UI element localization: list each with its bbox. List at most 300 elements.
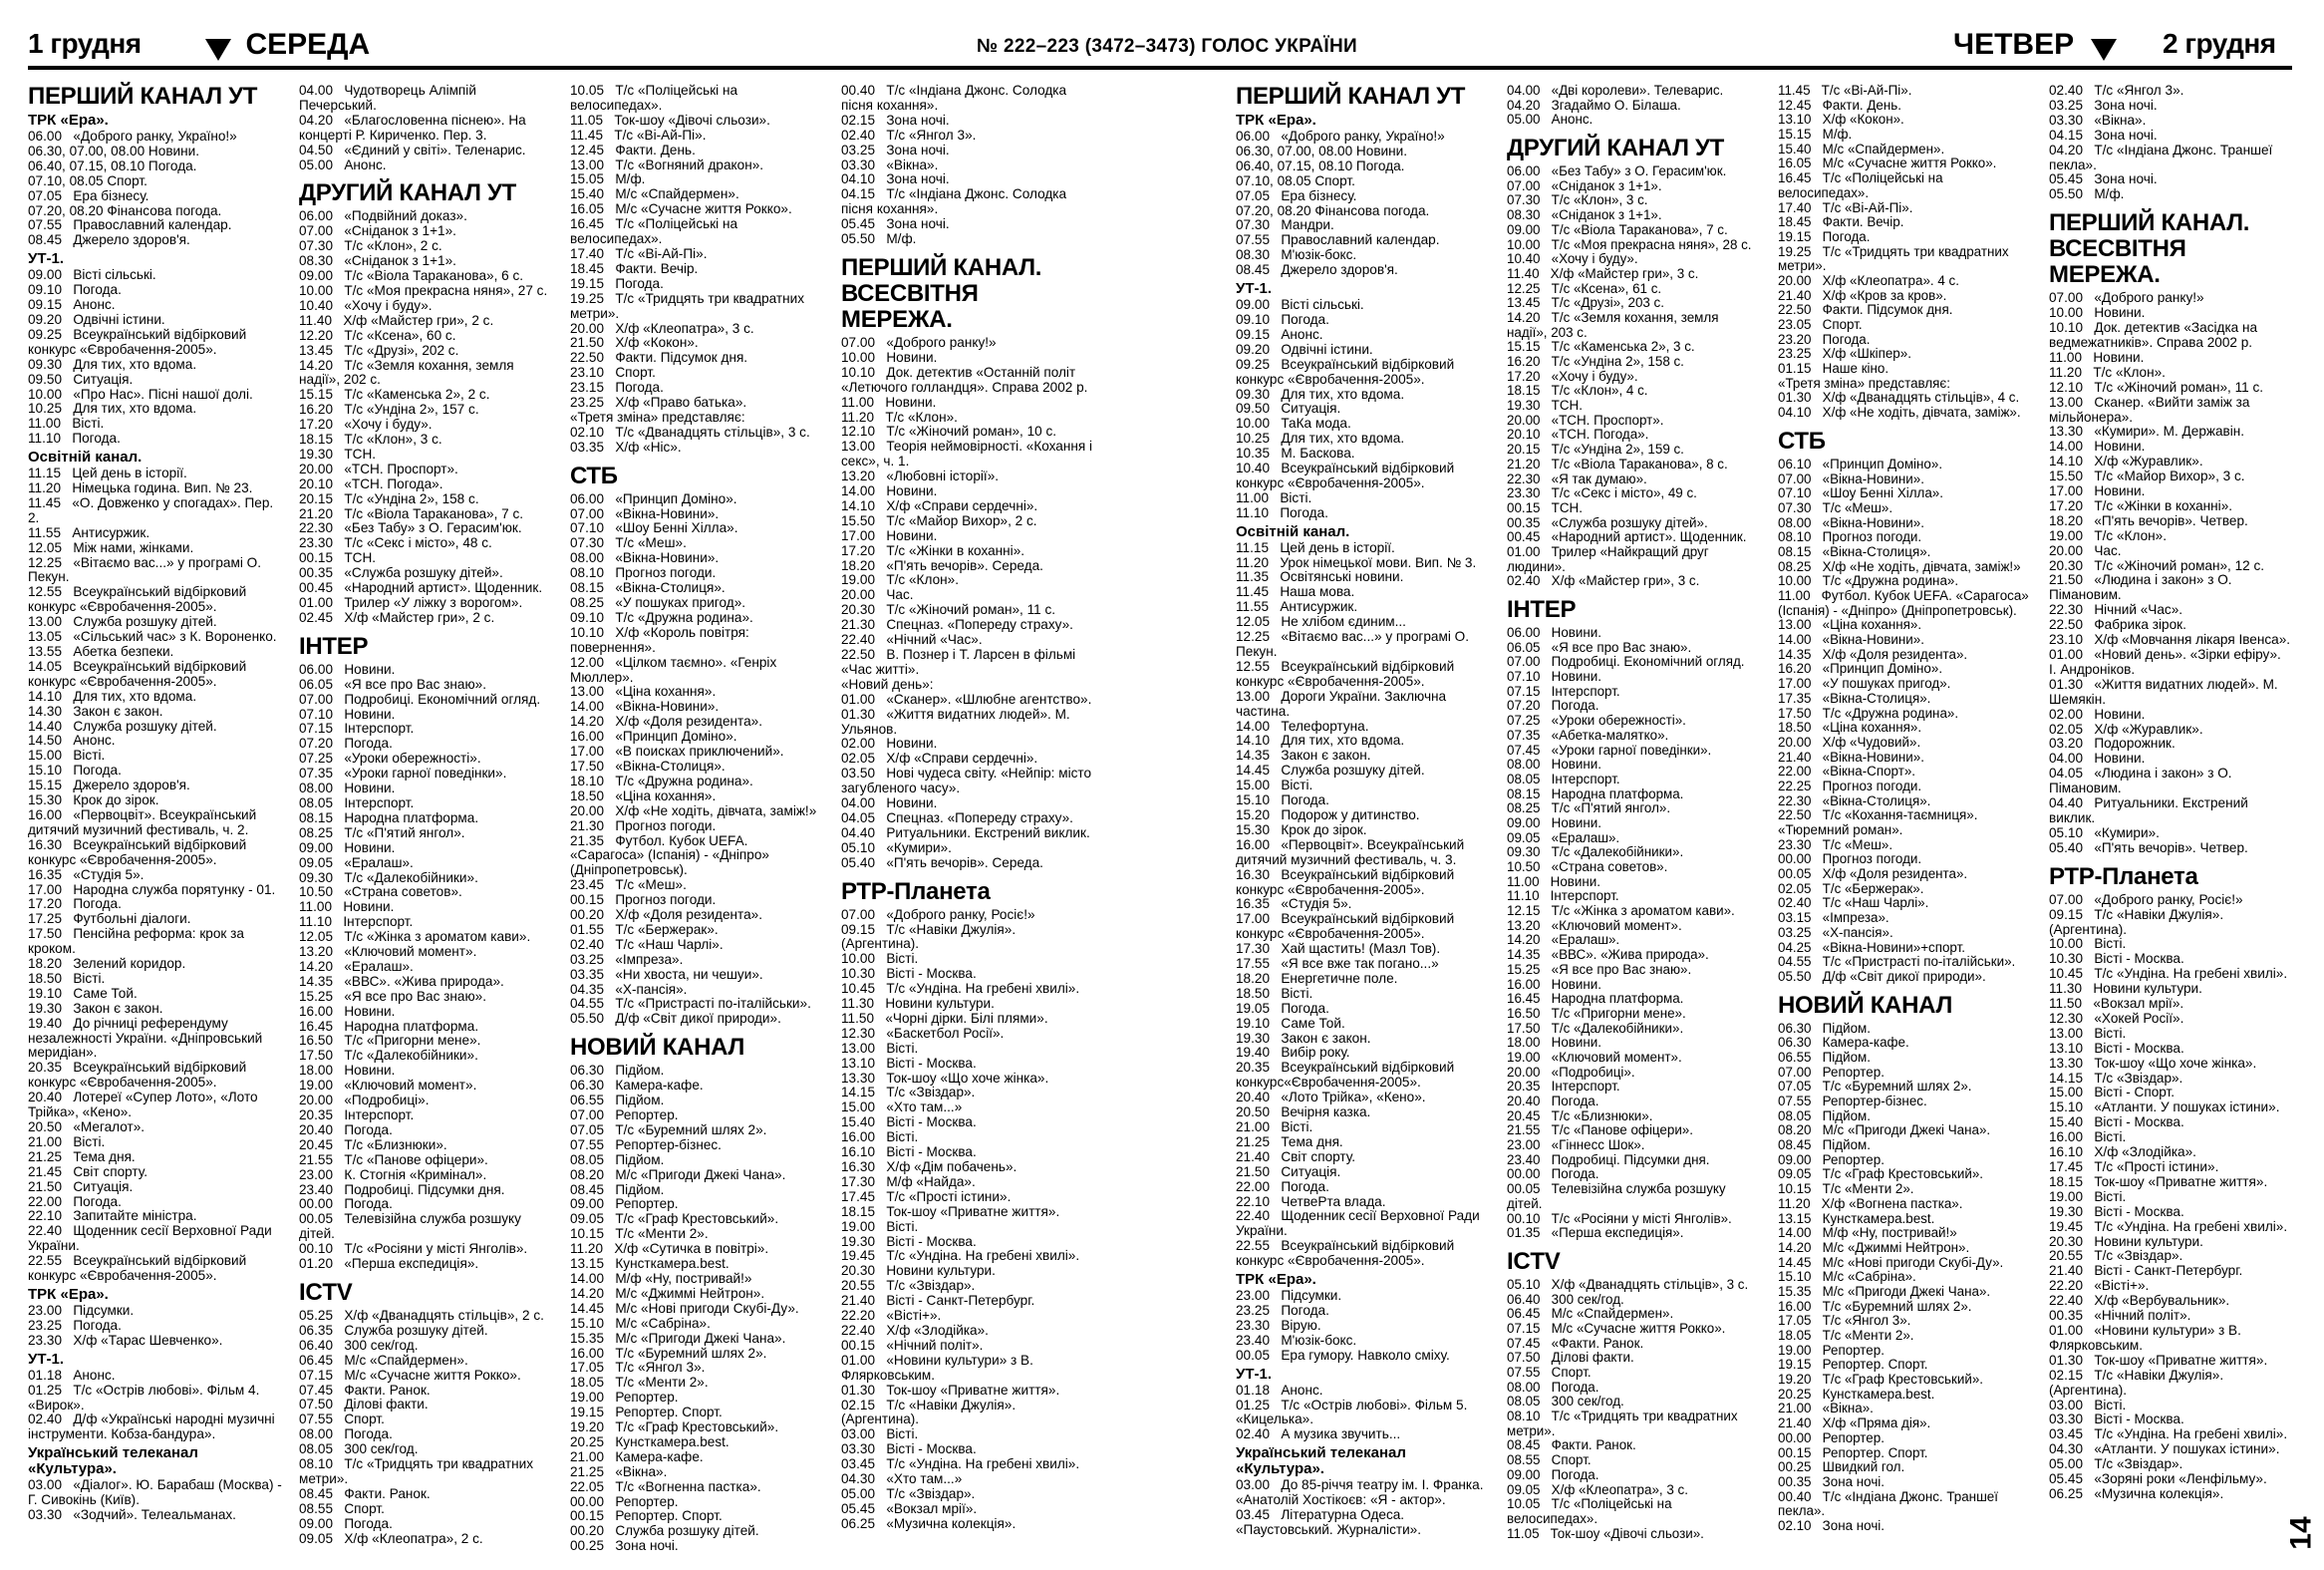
program-entry: 07.20, 08.20 Фінансова погода. <box>28 202 222 218</box>
program-entry: 11.20 Т/с «Клон». <box>841 409 958 425</box>
program-entry: 10.00 Вісті. <box>841 951 919 967</box>
program-entry: 06.30, 07.00, 08.00 Новини. <box>1236 143 1408 158</box>
program-entry: 08.55 Спорт. <box>1507 1452 1592 1468</box>
program-entry: 07.35 «Абетка-малятко». <box>1507 727 1669 743</box>
program-entry: 01.30 Х/ф «Дванадцять стільців», 4 с. <box>1778 390 2020 406</box>
program-entry: 18.45 Факти. Вечір. <box>1778 214 1904 230</box>
program-entry: 17.45 Т/с «Прості істини». <box>841 1188 1012 1204</box>
program-entry: 08.00 Погода. <box>299 1426 393 1442</box>
program-entry: 18.50 «Ціна кохання». <box>1778 720 1922 736</box>
program-entry: 08.45 Джерело здоров'я. <box>1236 262 1398 278</box>
program-entry: 06.40 300 сек/год. <box>1507 1291 1624 1307</box>
program-entry: 21.55 Т/с «Панове офіцери». <box>299 1151 488 1167</box>
program-entry: 21.50 «Людина і закон» з О. Пімановим. <box>2049 572 2236 603</box>
broadcaster-subheading: УТ-1. <box>1236 1365 1272 1383</box>
program-entry: 21.30 Прогноз погоди. <box>570 817 717 833</box>
program-entry: 21.40 Вісті - Санкт-Петербург. <box>2049 1263 2243 1279</box>
program-entry: 20.35 Всеукраїнський відбірковий конкурс«Євробачення-2005». <box>1236 1060 1458 1091</box>
program-entry: 23.45 Т/с «Меш». <box>570 877 687 893</box>
program-entry: 13.00 Сканер. «Вийти заміж за мільйонера». <box>2049 394 2254 425</box>
program-entry: 11.05 Ток-шоу «Дівочі сльози». <box>570 112 770 128</box>
program-entry: 10.45 Т/с «Ундіна. На гребені хвилі». <box>841 981 1080 997</box>
program-entry: 00.35 «Нічний політ». <box>2049 1308 2191 1324</box>
program-entry: 11.00 Новини. <box>841 394 937 410</box>
program-entry: 07.10 Новини. <box>1507 669 1601 685</box>
program-entry: 00.00 Репортер. <box>570 1493 679 1509</box>
program-entry: 09.25 Всеукраїнський відбірковий конкурс «Євробачення-2005». <box>28 326 250 357</box>
broadcaster-subheading: ТРК «Ера». <box>1236 1271 1316 1289</box>
program-entry: 10.45 Т/с «Ундіна. На гребені хвилі». <box>2049 966 2288 982</box>
program-entry: 11.20 Німецька година. Вип. № 23. <box>28 480 253 496</box>
program-entry: 20.15 Т/с «Ундіна 2», 159 с. <box>1507 442 1684 458</box>
program-entry: 12.45 Факти. День. <box>1778 97 1901 113</box>
broadcaster-subheading: ТРК «Ера». <box>1236 112 1316 129</box>
program-entry: 02.40 Т/с «Наш Чарлі». <box>1778 895 1929 911</box>
program-entry: 10.40 «Хочу і буду». <box>1507 251 1638 267</box>
program-entry: 09.00 Т/с «Віола Тараканова», 7 с. <box>1507 221 1728 237</box>
program-entry: 08.05 Підйом. <box>570 1151 665 1167</box>
program-entry: 16.30 Х/ф «Дім побачень». <box>841 1159 1017 1174</box>
program-entry: 05.10 «Кумири». <box>841 839 952 855</box>
program-entry: 14.00 «Вікна-Новини». <box>1778 632 1924 648</box>
program-entry: 19.30 ТСН. <box>299 446 377 462</box>
program-entry: 08.45 Підйом. <box>1778 1137 1871 1153</box>
column-8 <box>2049 84 2292 1502</box>
program-entry: 17.20 Т/с «Жінки в коханні». <box>2049 497 2233 513</box>
program-entry: 18.20 Зелений коридор. <box>28 956 186 972</box>
program-entry: 12.00 «Цілком таємно». «Генріх Мюллер». <box>570 654 781 685</box>
program-entry: 08.10 Прогноз погоди. <box>570 565 717 581</box>
program-entry: 01.30 «Життя видатних людей». М. Ульянов. <box>841 706 1074 737</box>
program-entry: 23.10 Х/ф «Мовчання лікаря Івенса». <box>2049 632 2291 648</box>
program-entry: 01.00 «Новини культури» з В. Флярковським. <box>2049 1322 2245 1353</box>
program-entry: 16.30 Всеукраїнський відбірковий конкурс «Євробачення-2005». <box>28 836 250 867</box>
program-entry: 09.30 Т/с «Далекобійники». <box>299 869 478 885</box>
program-entry: 07.05 Т/с «Буремний шлях 2». <box>1778 1079 1972 1095</box>
program-entry: 20.10 «ТСН. Погода». <box>299 475 443 491</box>
program-entry: 12.10 Т/с «Жіночий роман», 11 с. <box>2049 379 2264 395</box>
program-entry: 07.05 Т/с «Буремний шлях 2». <box>570 1121 767 1137</box>
channel-heading: СТБ <box>1778 427 1826 455</box>
program-entry: 13.00 Служба розшуку дітей. <box>28 614 217 630</box>
program-entry: 16.00 «Первоцвіт». Всеукраїнський дитячий музичний фестиваль, ч. 3. <box>1236 836 1469 867</box>
program-entry: 14.45 М/с «Нові пригоди Скубі-Ду». <box>570 1300 799 1316</box>
program-entry: 07.00 «Сніданок з 1+1». <box>299 223 456 239</box>
program-entry: 02.15 Т/с «Навіки Джулія». (Аргентина). <box>2049 1367 2227 1398</box>
program-entry: 07.00 «Сніданок з 1+1». <box>1507 177 1662 193</box>
program-entry: 20.55 Т/с «Звіздар». <box>841 1278 976 1294</box>
program-entry: 15.50 Т/с «Майор Вихор», 3 с. <box>2049 469 2245 484</box>
program-entry: 16.20 Т/с «Ундіна 2», 157 с. <box>299 402 479 418</box>
program-entry: 23.30 Т/с «Секс і місто», 49 с. <box>1507 485 1697 501</box>
program-entry: 11.00 Вісті. <box>1236 489 1312 505</box>
program-entry: «Третя зміна» представляє: <box>1778 375 1950 391</box>
program-entry: 23.25 Х/ф «Шкіпер». <box>1778 346 1911 362</box>
program-entry: 03.30 «Зодчий». Телеальманах. <box>28 1507 236 1523</box>
program-entry: 23.10 Спорт. <box>570 365 656 381</box>
program-entry: 04.55 Т/с «Пристрасті по-італійськи». <box>1778 954 2016 970</box>
program-entry: 03.30 Вісті - Москва. <box>2049 1412 2184 1427</box>
program-entry: 00.00 Репортер. <box>1778 1429 1885 1445</box>
program-entry: 09.15 Т/с «Навіки Джулія». (Аргентина). <box>2049 906 2227 937</box>
program-entry: 08.25 Х/ф «Не ходіть, дівчата, заміж!» <box>1778 558 2021 574</box>
program-entry: 02.15 Зона ночі. <box>841 112 950 128</box>
program-entry: 23.00 Підсумки. <box>28 1302 135 1318</box>
program-entry: 06.25 «Музична колекція». <box>841 1515 1017 1531</box>
program-entry: 05.45 «Зоряні роки «Ленфільму». <box>2049 1471 2267 1487</box>
program-entry: 11.20 Урок німецької мови. Вип. № 3. <box>1236 554 1477 570</box>
program-entry: 07.00 Подробиці. Економічний огляд. <box>1507 654 1745 670</box>
program-entry: 15.05 М/ф. <box>570 171 646 187</box>
program-entry: 00.15 ТСН. <box>299 550 377 566</box>
program-entry: 04.20 Т/с «Індіана Джонс. Траншеї пекла». <box>2049 142 2277 172</box>
program-entry: 00.15 Прогноз погоди. <box>570 892 717 908</box>
broadcaster-subheading: УТ-1. <box>28 1350 64 1368</box>
program-entry: 13.00 Теорія неймовірності. «Кохання і секс», ч. 1. <box>841 439 1096 470</box>
program-entry: 08.20 М/с «Пригоди Джекі Чана». <box>570 1166 786 1182</box>
program-entry: 13.15 Кунсткамера.best. <box>1778 1210 1935 1226</box>
program-entry: 07.20, 08.20 Фінансова погода. <box>1236 202 1430 218</box>
program-entry: 23.00 «Гіннесс Шок». <box>1507 1137 1645 1153</box>
program-entry: 07.00 «Доброго ранку, Росіє!» <box>2049 891 2243 907</box>
program-entry: 09.05 Х/ф «Клеопатра», 3 с. <box>1507 1481 1688 1497</box>
program-entry: 04.55 Т/с «Пристрасті по-італійськи». <box>570 996 811 1012</box>
program-entry: 06.45 М/с «Спайдермен». <box>1507 1306 1674 1322</box>
program-entry: 06.55 Підйом. <box>1778 1049 1871 1065</box>
program-entry: 00.35 «Служба розшуку дітей». <box>1507 514 1708 530</box>
program-entry: 16.45 Т/с «Поліцейські на велосипедах». <box>1778 170 1947 200</box>
program-entry: 00.25 Зона ночі. <box>570 1538 679 1554</box>
left-day: СЕРЕДА <box>245 28 371 61</box>
triangle-down-icon <box>2091 39 2117 61</box>
program-entry: 10.25 Для тих, хто вдома. <box>28 401 197 417</box>
program-entry: 07.45 Факти. Ранок. <box>299 1382 431 1398</box>
program-entry: 08.45 Джерело здоров'я. <box>28 232 190 248</box>
program-entry: 11.50 «Вокзал мрії». <box>2049 996 2184 1012</box>
program-entry: 16.00 Новини. <box>299 1003 396 1019</box>
program-entry: 18.00 Новини. <box>299 1063 396 1079</box>
program-entry: 17.50 Пенсійна реформа: крок за кроком. <box>28 926 248 957</box>
program-entry: 05.40 «П'ять вечорів». Четвер. <box>2049 839 2248 855</box>
program-entry: 06.05 «Я все про Вас знаю». <box>1507 639 1692 655</box>
program-entry: 08.20 М/с «Пригоди Джекі Чана». <box>1778 1122 1991 1138</box>
program-entry: 09.05 «Ералаш». <box>299 854 414 870</box>
program-entry: 13.00 Вісті. <box>2049 1025 2127 1041</box>
program-entry: 14.20 «Ералаш». <box>1507 932 1620 948</box>
program-entry: 14.30 Закон є закон. <box>28 703 163 719</box>
program-entry: 07.50 Ділові факти. <box>299 1397 429 1413</box>
program-entry: 07.55 Спорт. <box>299 1412 385 1427</box>
program-entry: 12.05 Не хлібом єдиним... <box>1236 614 1406 630</box>
program-entry: 21.40 Світ спорту. <box>1236 1148 1355 1164</box>
program-entry: 20.00 Х/ф «Клеопатра». 4 с. <box>1778 272 1959 288</box>
program-entry: 21.40 Х/ф «Кров за кров». <box>1778 287 1947 303</box>
program-entry: 04.35 «Х-пансія». <box>570 981 688 997</box>
program-entry: 00.15 «Нічний політ». <box>841 1337 984 1353</box>
program-entry: 18.15 Т/с «Клон», 3 с. <box>299 432 442 448</box>
program-entry: 13.20 «Ключовий момент». <box>299 944 477 960</box>
program-entry: 20.40 «Лото Трійка», «Кено». <box>1236 1090 1426 1105</box>
program-entry: 22.50 Фабрика зірок. <box>2049 617 2186 633</box>
program-entry: 02.40 Т/с «Наш Чарлі». <box>570 936 724 952</box>
program-entry: 02.05 Х/ф «Журавлик». <box>2049 721 2203 737</box>
program-entry: 22.40 Щоденник сесії Верховної Ради України. <box>28 1223 276 1254</box>
program-entry: 20.25 Кунсткамера.best. <box>570 1433 729 1449</box>
program-entry: 14.10 Х/ф «Журавлик». <box>2049 454 2203 470</box>
program-entry: 10.00 ТаКа мода. <box>1236 416 1351 432</box>
program-entry: 19.40 До річниці референдуму незалежності України. «Дніпровський меридіан». <box>28 1015 267 1061</box>
program-entry: 07.00 Репортер. <box>1778 1064 1885 1080</box>
program-entry: 01.30 Ток-шоу «Приватне життя». <box>2049 1352 2268 1368</box>
program-entry: 17.00 Всеукраїнський відбірковий конкурс «Євробачення-2005». <box>1236 911 1458 942</box>
program-entry: 14.20 Т/с «Земля кохання, земля надії», 203 с. <box>1507 309 1723 340</box>
program-entry: 20.35 Всеукраїнський відбірковий конкурс «Євробачення-2005». <box>28 1060 250 1091</box>
program-entry: 17.50 Т/с «Далекобійники». <box>1507 1020 1684 1036</box>
program-entry: 22.40 Х/ф «Вербувальник». <box>2049 1293 2230 1309</box>
issue-number: № 222–223 (3472–3473) ГОЛОС УКРАЇНИ <box>977 36 1357 57</box>
program-entry: 17.30 Хай щастить! (Мазл Тов). <box>1236 941 1441 957</box>
program-entry: 10.00 Т/с «Дружна родина». <box>1778 573 1959 589</box>
program-entry: 12.10 Т/с «Жіночий роман», 10 с. <box>841 424 1057 440</box>
program-entry: 09.00 Репортер. <box>1778 1151 1885 1167</box>
program-entry: 11.45 Т/с «Ві-Ай-Пі». <box>570 127 707 143</box>
program-entry: 00.05 Телевізійна служба розшуку дітей. <box>1507 1181 1730 1211</box>
program-entry: 02.45 Х/ф «Майстер гри», 2 с. <box>299 609 495 625</box>
program-entry: 13.00 Т/с «Вогняний дракон». <box>570 157 764 172</box>
program-entry: 19.30 Вісті - Москва. <box>2049 1203 2184 1219</box>
program-entry: 00.40 Т/с «Індіана Джонс. Солодка пісня кохання». <box>841 83 1070 113</box>
program-entry: 23.30 Т/с «Секс і місто», 48 с. <box>299 535 492 551</box>
program-entry: 17.20 Погода. <box>28 896 122 912</box>
program-entry: 00.40 Т/с «Індіана Джонс. Траншеї пекла». <box>1778 1488 2002 1519</box>
program-entry: 05.00 Т/с «Звіздар». <box>841 1485 976 1501</box>
program-entry: 08.45 Факти. Ранок. <box>1507 1437 1636 1453</box>
program-entry: 18.15 Т/с «Клон», 4 с. <box>1507 383 1648 399</box>
program-entry: 05.10 Х/ф «Дванадцять стільців», 3 с. <box>1507 1276 1749 1292</box>
program-entry: 10.50 «Страна советов». <box>299 884 462 900</box>
program-entry: 07.15 М/с «Сучасне життя Рокко». <box>299 1367 521 1383</box>
program-entry: 05.00 Анонс. <box>1507 112 1594 128</box>
program-entry: 22.00 Погода. <box>28 1193 122 1209</box>
program-entry: 11.10 Погода. <box>28 431 121 447</box>
program-entry: 03.30 Вісті - Москва. <box>841 1441 977 1457</box>
program-entry: 01.18 Анонс. <box>1236 1382 1323 1398</box>
program-entry: 19.45 Т/с «Ундіна. На гребені хвилі». <box>841 1248 1080 1264</box>
program-entry: 17.00 «У пошуках пригод». <box>1778 676 1951 692</box>
channel-heading: ICTV <box>1507 1247 1561 1275</box>
broadcaster-subheading: Освітній канал. <box>28 449 143 467</box>
program-entry: 08.45 Підйом. <box>570 1181 665 1197</box>
program-entry: 10.10 Док. детектив «Останній політ «Летючого голландця». Справа 2002 р. <box>841 364 1088 395</box>
program-entry: 09.50 Ситуація. <box>1236 401 1341 417</box>
program-entry: 10.00 «Про Нас». Пісні нашої долі. <box>28 386 253 402</box>
program-entry: 08.45 Факти. Ранок. <box>299 1485 431 1501</box>
broadcaster-subheading: ТРК «Ера». <box>28 1285 109 1303</box>
program-entry: 03.30 «Вікна». <box>2049 112 2147 128</box>
program-entry: 03.45 Літературна Одеса. «Паустовський. Журналісти». <box>1236 1507 1422 1537</box>
program-entry: 06.00 «Подвійний доказ». <box>299 208 467 224</box>
program-entry: 00.00 Погода. <box>1507 1166 1599 1182</box>
program-entry: 22.30 «Я так думаю». <box>1507 471 1647 486</box>
program-entry: 14.35 Закон є закон. <box>1236 748 1371 764</box>
program-entry: 23.40 М'юзік-бокс. <box>1236 1332 1357 1348</box>
program-entry: 16.50 Т/с «Пригорни мене». <box>1507 1005 1686 1021</box>
program-entry: 15.30 Крок до зірок. <box>1236 821 1367 837</box>
program-entry: 00.45 «Народний артист». Щоденник. <box>299 580 543 596</box>
program-entry: 15.40 М/с «Спайдермен». <box>1778 141 1945 157</box>
program-entry: 00.15 Репортер. Спорт. <box>570 1508 723 1524</box>
program-entry: 07.30 Т/с «Меш». <box>1778 499 1893 515</box>
program-entry: 00.00 Погода. <box>299 1196 393 1212</box>
program-entry: 04.40 Ритуальники. Екстрений виклик. <box>2049 795 2252 825</box>
program-entry: 02.40 Д/ф «Українські народні музичні інструменти. Кобза-бандура». <box>28 1412 279 1442</box>
program-entry: 02.10 Т/с «Дванадцять стільців», 3 с. <box>570 424 810 440</box>
program-entry: 10.00 Новини. <box>841 349 938 365</box>
program-entry: 08.00 Новини. <box>1507 757 1601 773</box>
program-entry: 19.20 Т/с «Граф Крестовський». <box>570 1419 779 1435</box>
program-entry: 12.15 Т/с «Жінка з ароматом кави». <box>1507 903 1735 919</box>
program-entry: 10.05 Т/с «Поліцейські на велосипедах». <box>1507 1496 1676 1526</box>
program-entry: 06.25 «Музична колекція». <box>2049 1485 2224 1501</box>
program-entry: 07.20 Погода. <box>299 736 393 752</box>
program-entry: 10.15 Т/с «Менти 2». <box>1778 1181 1914 1197</box>
program-entry: 06.00 Новини. <box>1507 625 1601 640</box>
program-entry: 19.00 «Ключовий момент». <box>1507 1049 1682 1065</box>
program-entry: 22.50 Факти. Підсумок дня. <box>1778 302 1953 318</box>
program-entry: 14.35 «ВВС». «Жива природа». <box>299 973 504 989</box>
program-entry: 05.10 «Кумири». <box>2049 824 2160 840</box>
program-entry: 08.00 Новини. <box>299 781 396 796</box>
program-entry: 15.10 Погода. <box>28 763 122 779</box>
program-entry: 07.55 Православний календар. <box>1236 232 1440 248</box>
program-entry: 07.55 Спорт. <box>1507 1365 1592 1380</box>
program-entry: 02.05 Х/ф «Справи сердечні». <box>841 751 1038 767</box>
program-entry: 07.00 «Доброго ранку, Росіє!» <box>841 906 1035 922</box>
column-2 <box>299 84 553 1546</box>
program-entry: 06.00 «Принцип Доміно». <box>570 490 737 506</box>
program-entry: 15.10 М/с «Сабріна». <box>570 1315 711 1331</box>
program-entry: 14.15 Т/с «Звіздар». <box>2049 1070 2183 1086</box>
program-entry: 07.05 Ера бізнесу. <box>1236 187 1357 203</box>
program-entry: 12.05 Між нами, жінками. <box>28 539 194 555</box>
program-entry: 21.50 Х/ф «Кокон». <box>570 335 699 351</box>
channel-heading: РТР-Планета <box>2049 862 2198 890</box>
program-entry: 16.10 Вісті - Москва. <box>841 1144 977 1160</box>
program-entry: 12.20 Т/с «Ксена», 60 с. <box>299 327 456 343</box>
program-entry: 20.00 Х/ф «Клеопатра», 3 с. <box>570 320 754 336</box>
program-entry: 18.05 Т/с «Менти 2». <box>570 1375 709 1391</box>
program-entry: 07.55 Православний календар. <box>28 217 232 233</box>
program-entry: 15.40 Вісті - Москва. <box>841 1114 977 1130</box>
program-entry: 14.15 Т/с «Звіздар». <box>841 1085 976 1100</box>
program-entry: 19.00 «Ключовий момент». <box>299 1078 477 1094</box>
program-entry: 00.10 Т/с «Росіяни у місті Янголів». <box>299 1241 528 1257</box>
program-entry: 22.00 Погода. <box>1236 1178 1329 1194</box>
program-entry: 08.25 «У пошуках пригод». <box>570 595 746 610</box>
program-entry: 04.20 Згадаймо О. Білаша. <box>1507 97 1681 113</box>
program-entry: 04.25 «Вікна-Новини»+спорт. <box>1778 939 1965 955</box>
program-entry: 01.18 Анонс. <box>28 1367 116 1383</box>
program-entry: 00.25 Швидкий гол. <box>1778 1459 1905 1475</box>
program-entry: 06.30 Підйом. <box>1778 1020 1871 1036</box>
program-entry: 15.25 «Я все про Вас знаю». <box>299 988 486 1004</box>
program-entry: 05.50 Д/ф «Світ дикої природи». <box>570 1011 781 1027</box>
program-entry: 00.20 Служба розшуку дітей. <box>570 1523 759 1539</box>
program-entry: 07.10 «Шоу Бенні Хілла». <box>1778 485 1943 501</box>
program-entry: 19.10 Саме Той. <box>28 985 138 1001</box>
program-entry: 11.20 Т/с «Клон». <box>2049 364 2166 380</box>
program-entry: 08.15 Народна платформа. <box>299 809 479 825</box>
program-entry: 03.25 Зона ночі. <box>841 142 950 157</box>
program-entry: 06.00 «Доброго ранку, Україно!» <box>1236 129 1445 144</box>
program-entry: 22.00 «Вікна-Спорт». <box>1778 764 1916 780</box>
program-entry: 06.35 Служба розшуку дітей. <box>299 1322 488 1338</box>
program-entry: 03.45 Т/с «Ундіна. На гребені хвилі». <box>841 1456 1080 1472</box>
program-entry: 03.25 Зона ночі. <box>2049 97 2158 113</box>
program-entry: 13.00 Дороги України. Заключна частина. <box>1236 688 1450 719</box>
program-entry: 09.15 Анонс. <box>28 297 116 313</box>
program-entry: 17.35 «Вікна-Столиця». <box>1778 690 1931 706</box>
program-entry: 11.45 Т/с «Ві-Ай-Пі». <box>1778 83 1912 98</box>
program-entry: 15.00 Вісті - Спорт. <box>2049 1085 2176 1100</box>
program-entry: 16.45 Народна платформа. <box>1507 991 1684 1007</box>
program-entry: 10.35 М. Баскова. <box>1236 446 1355 462</box>
program-entry: 02.40 Т/с «Янгол 3». <box>841 127 977 143</box>
program-entry: 16.20 Т/с «Ундіна 2», 158 с. <box>1507 354 1684 369</box>
program-entry: 10.25 Для тих, хто вдома. <box>1236 431 1405 447</box>
program-entry: 20.00 «ТСН. Проспорт». <box>299 461 458 476</box>
program-entry: 07.10, 08.05 Спорт. <box>28 172 147 188</box>
program-entry: 01.20 «Перша експедиція». <box>299 1256 479 1272</box>
program-entry: 10.30 Вісті - Москва. <box>2049 951 2184 967</box>
channel-heading: ICTV <box>299 1278 353 1306</box>
program-entry: 09.00 Вісті сільські. <box>28 267 156 283</box>
program-entry: 12.05 Т/с «Жінка з ароматом кави». <box>299 929 531 945</box>
program-entry: 20.40 Погода. <box>299 1121 393 1137</box>
program-entry: 23.15 Погода. <box>570 380 664 396</box>
program-entry: 03.25 «Х-пансія». <box>1778 924 1893 940</box>
program-entry: 11.40 Х/ф «Майстер гри», 2 с. <box>299 312 494 328</box>
program-entry: 20.30 Т/с «Жіночий роман», 11 с. <box>841 602 1056 618</box>
program-entry: 16.00 «Первоцвіт». Всеукраїнський дитячий музичний фестиваль, ч. 2. <box>28 806 261 837</box>
program-entry: 09.25 Всеукраїнський відбірковий конкурс «Євробачення-2005». <box>1236 356 1458 387</box>
program-entry: 11.00 Вісті. <box>28 416 105 432</box>
program-entry: 07.10 «Шоу Бенні Хілла». <box>570 520 738 536</box>
program-entry: 08.15 «Вікна-Столиця». <box>570 580 726 596</box>
column-7 <box>1778 84 2032 1534</box>
program-entry: 16.05 М/с «Сучасне життя Рокко». <box>1778 156 1997 171</box>
program-entry: 23.25 Х/ф «Право батька». <box>570 395 747 411</box>
program-entry: 14.20 М/с «Джиммі Нейтрон». <box>1778 1239 1970 1255</box>
program-entry: 14.20 Х/ф «Доля резидента». <box>570 714 763 730</box>
program-entry: 02.05 Т/с «Бержерак». <box>1778 880 1924 896</box>
program-entry: 03.30 «Вікна». <box>841 157 939 172</box>
program-entry: 14.10 Х/ф «Справи сердечні». <box>841 497 1038 513</box>
channel-heading: СТБ <box>570 462 618 489</box>
program-entry: 08.05 Підйом. <box>1778 1107 1871 1123</box>
program-entry: 10.10 Док. детектив «Засідка на ведмежатників». Справа 2002 р. <box>2049 320 2261 350</box>
program-entry: 15.10 «Атланти. У пошуках істини». <box>2049 1099 2280 1115</box>
program-entry: 22.40 Щоденник сесії Верховної Ради України. <box>1236 1208 1484 1239</box>
program-entry: 23.20 Погода. <box>1778 331 1871 347</box>
program-entry: 16.35 «Студія 5». <box>28 866 145 882</box>
broadcaster-subheading: Освітній канал. <box>1236 522 1350 540</box>
broadcaster-subheading: УТ-1. <box>28 250 64 268</box>
program-entry: 03.15 «Імпреза». <box>1778 910 1889 926</box>
program-entry: 16.35 «Студія 5». <box>1236 896 1352 912</box>
program-entry: 17.40 Т/с «Ві-Ай-Пі». <box>570 245 708 261</box>
program-entry: 08.00 «Вікна-Новини». <box>1778 514 1924 530</box>
